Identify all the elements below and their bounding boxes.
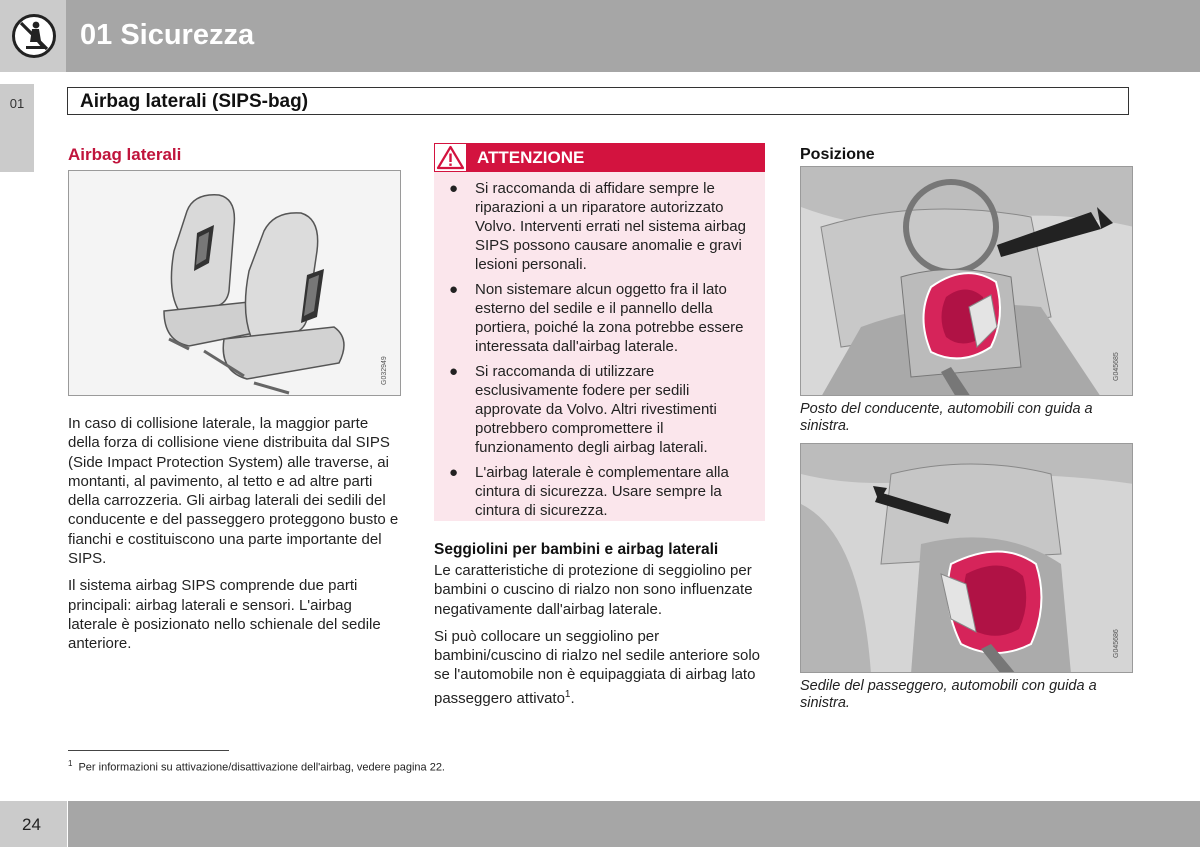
warning-item	[434, 362, 765, 457]
bullet-icon: ●	[449, 363, 459, 380]
warning-item-text: L'airbag laterale è complementare alla cintura di sicurezza. Usare sempre la cintura di sicurezza.	[475, 464, 729, 519]
warning-box	[434, 143, 765, 521]
footnote-text: Per informazioni su attivazione/disattivazione dell'airbag, vedere pagina 22.	[78, 761, 445, 774]
footnote	[68, 759, 445, 774]
section-title: Airbag laterali (SIPS-bag)	[80, 91, 309, 112]
warning-item-text: Si raccomanda di affidare sempre le riparazioni a un riparatore autorizzato Volvo. Interventi errati nel sistema airbag SIPS possono causare anomalie e gravi lesioni personali.	[475, 180, 746, 273]
passenger-seat-airbag-photo	[801, 444, 1133, 673]
column2-body	[434, 561, 769, 716]
bullet-icon: ●	[449, 180, 459, 197]
warning-list	[434, 179, 765, 526]
page-number: 24	[22, 815, 41, 834]
paragraph	[434, 627, 769, 708]
footer-page-box	[0, 801, 67, 847]
child-seat-heading: Seggiolini per bambini e airbag laterali	[434, 541, 719, 558]
paragraph-end: .	[570, 689, 575, 707]
warning-triangle-icon	[435, 144, 466, 171]
seat-airbag-illustration	[69, 171, 401, 396]
passenger-seat-caption: Sedile del passeggero, automobili con guida a sinistra.	[800, 678, 1097, 711]
warning-icon-cell	[434, 143, 467, 172]
bullet-icon: ●	[449, 281, 459, 298]
paragraph-text: Si può collocare un seggiolino per bambini/cuscino di rialzo nel sedile anteriore solo se l'automobile non è equipaggiata di airbag lato passeggero attivato	[434, 627, 761, 707]
footnote-divider	[68, 750, 229, 751]
paragraph: In caso di collisione laterale, la maggior parte della forza di collisione viene distribuita dal SIPS (Side Impact Protection System) alle traverse, ai montanti, al pavimento, al tetto e ad altre parti della carrozzeria. Gli airbag laterali dei sedili del conducente e del passeggero proteggono busto e fianchi e costituiscono una parte importante del SIPS.	[68, 415, 399, 568]
warning-item	[434, 179, 765, 274]
page-title: 01 Sicurezza	[80, 19, 255, 51]
column1-body	[68, 414, 403, 662]
footer-bar	[68, 801, 1200, 847]
chapter-tab	[0, 84, 34, 172]
figure-code: G032949	[381, 356, 388, 385]
warning-item-text: Si raccomanda di utilizzare esclusivamente fodere per sedili approvate da Volvo. Altri rivestimenti potrebbero compromettere il funzionamento degli airbag laterali.	[475, 363, 717, 456]
driver-seat-figure	[800, 166, 1133, 396]
seat-figure	[68, 170, 401, 396]
driver-seat-caption: Posto del conducente, automobili con guida a sinistra.	[800, 401, 1093, 434]
paragraph: Il sistema airbag SIPS comprende due parti principali: airbag laterali e sensori. L'airbag laterale è posizionato nello schienale del sedile anteriore.	[68, 577, 381, 653]
passenger-seat-figure	[800, 443, 1133, 673]
posizione-heading: Posizione	[800, 146, 875, 163]
warning-header	[434, 143, 765, 172]
warning-title: ATTENZIONE	[477, 148, 585, 167]
warning-item	[434, 280, 765, 356]
airbag-laterali-heading: Airbag laterali	[68, 145, 182, 164]
warning-item	[434, 463, 765, 520]
chapter-tab-label: 01	[9, 96, 25, 111]
paragraph: Le caratteristiche di protezione di seggiolino per bambini o cuscino di rialzo non sono influenzate negativamente dall'airbag laterale.	[434, 562, 753, 618]
footnote-marker: 1	[68, 759, 73, 768]
seatbelt-icon	[12, 14, 56, 58]
figure-code: G045685	[1113, 352, 1120, 381]
figure-code: G045686	[1113, 629, 1120, 658]
warning-item-text: Non sistemare alcun oggetto fra il lato esterno del sedile e il pannello della portiera, poiché la zona potrebbe essere interessata dall'airbag laterale.	[475, 281, 744, 355]
bullet-icon: ●	[449, 464, 459, 481]
section-title-box	[67, 87, 1129, 115]
footnote-ref[interactable]: 1	[564, 688, 571, 700]
driver-seat-airbag-photo	[801, 167, 1133, 396]
header-icon-box	[0, 0, 66, 72]
